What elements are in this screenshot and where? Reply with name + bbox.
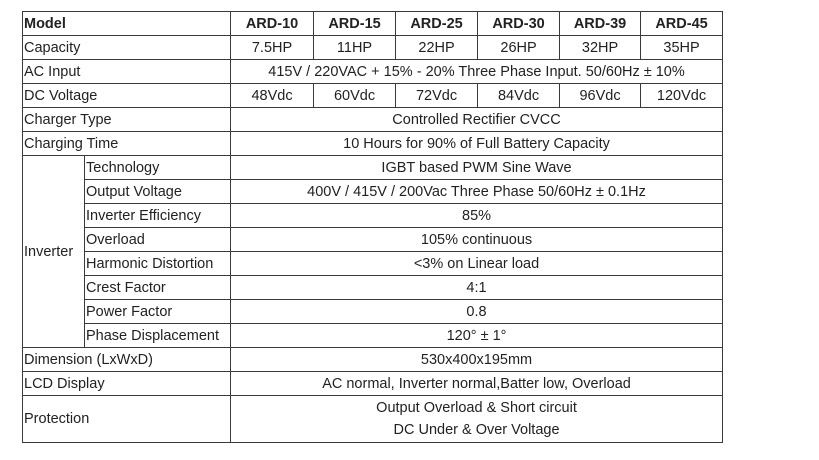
model-cell: ARD-39: [560, 12, 641, 36]
inverter-group-label: Inverter: [23, 156, 85, 348]
ac-input-row: [23, 60, 723, 84]
value-cell: 120Vdc: [641, 84, 723, 108]
protection-line: Output Overload & Short circuit: [376, 400, 577, 416]
value-cell: 400V / 415V / 200Vac Three Phase 50/60Hz ± 0.1Hz: [231, 180, 723, 204]
value-cell: 105% continuous: [231, 228, 723, 252]
value-cell: 96Vdc: [560, 84, 641, 108]
value-cell: 0.8: [231, 300, 723, 324]
value-cell: AC normal, Inverter normal,Batter low, Overload: [231, 372, 723, 396]
charger-type-row: [23, 108, 723, 132]
capacity-row: [23, 36, 723, 60]
value-cell: 120° ± 1°: [231, 324, 723, 348]
dc-voltage-row: [23, 84, 723, 108]
row-label: Inverter Efficiency: [85, 204, 231, 228]
protection-row: [23, 396, 723, 443]
lcd-display-row: [23, 372, 723, 396]
inverter-row: [23, 228, 723, 252]
header-label: Model: [23, 12, 231, 36]
row-label: LCD Display: [23, 372, 231, 396]
row-label: Dimension (LxWxD): [23, 348, 231, 372]
inverter-row: [23, 252, 723, 276]
row-label: AC Input: [23, 60, 231, 84]
value-cell: IGBT based PWM Sine Wave: [231, 156, 723, 180]
inverter-row: [23, 204, 723, 228]
value-cell: 84Vdc: [478, 84, 560, 108]
inverter-row: [23, 276, 723, 300]
row-label: Power Factor: [85, 300, 231, 324]
value-cell: 4:1: [231, 276, 723, 300]
spec-table: [22, 11, 723, 443]
value-cell: 48Vdc: [231, 84, 314, 108]
row-label: Charging Time: [23, 132, 231, 156]
value-cell: 415V / 220VAC + 15% - 20% Three Phase Input. 50/60Hz ± 10%: [231, 60, 723, 84]
row-label: Capacity: [23, 36, 231, 60]
dimension-row: [23, 348, 723, 372]
value-cell: 35HP: [641, 36, 723, 60]
inverter-row: [23, 324, 723, 348]
value-cell: 22HP: [396, 36, 478, 60]
value-cell: 85%: [231, 204, 723, 228]
value-cell: <3% on Linear load: [231, 252, 723, 276]
model-cell: ARD-45: [641, 12, 723, 36]
value-cell: 72Vdc: [396, 84, 478, 108]
row-label: Phase Displacement: [85, 324, 231, 348]
value-cell: 60Vdc: [314, 84, 396, 108]
value-cell: Controlled Rectifier CVCC: [231, 108, 723, 132]
row-label: Charger Type: [23, 108, 231, 132]
row-label: DC Voltage: [23, 84, 231, 108]
row-label: Protection: [23, 396, 231, 443]
value-cell: 26HP: [478, 36, 560, 60]
inverter-row: [23, 156, 723, 180]
inverter-row: [23, 300, 723, 324]
charging-time-row: [23, 132, 723, 156]
model-cell: ARD-30: [478, 12, 560, 36]
model-cell: ARD-10: [231, 12, 314, 36]
value-cell: 7.5HP: [231, 36, 314, 60]
row-label: Crest Factor: [85, 276, 231, 300]
protection-line: DC Under & Over Voltage: [393, 422, 560, 438]
value-cell: 32HP: [560, 36, 641, 60]
model-cell: ARD-25: [396, 12, 478, 36]
row-label: Harmonic Distortion: [85, 252, 231, 276]
value-cell: 11HP: [314, 36, 396, 60]
value-cell: [231, 396, 723, 443]
header-row: [23, 12, 723, 36]
row-label: Overload: [85, 228, 231, 252]
value-cell: 10 Hours for 90% of Full Battery Capacity: [231, 132, 723, 156]
value-cell: 530x400x195mm: [231, 348, 723, 372]
model-cell: ARD-15: [314, 12, 396, 36]
row-label: Technology: [85, 156, 231, 180]
inverter-row: [23, 180, 723, 204]
row-label: Output Voltage: [85, 180, 231, 204]
